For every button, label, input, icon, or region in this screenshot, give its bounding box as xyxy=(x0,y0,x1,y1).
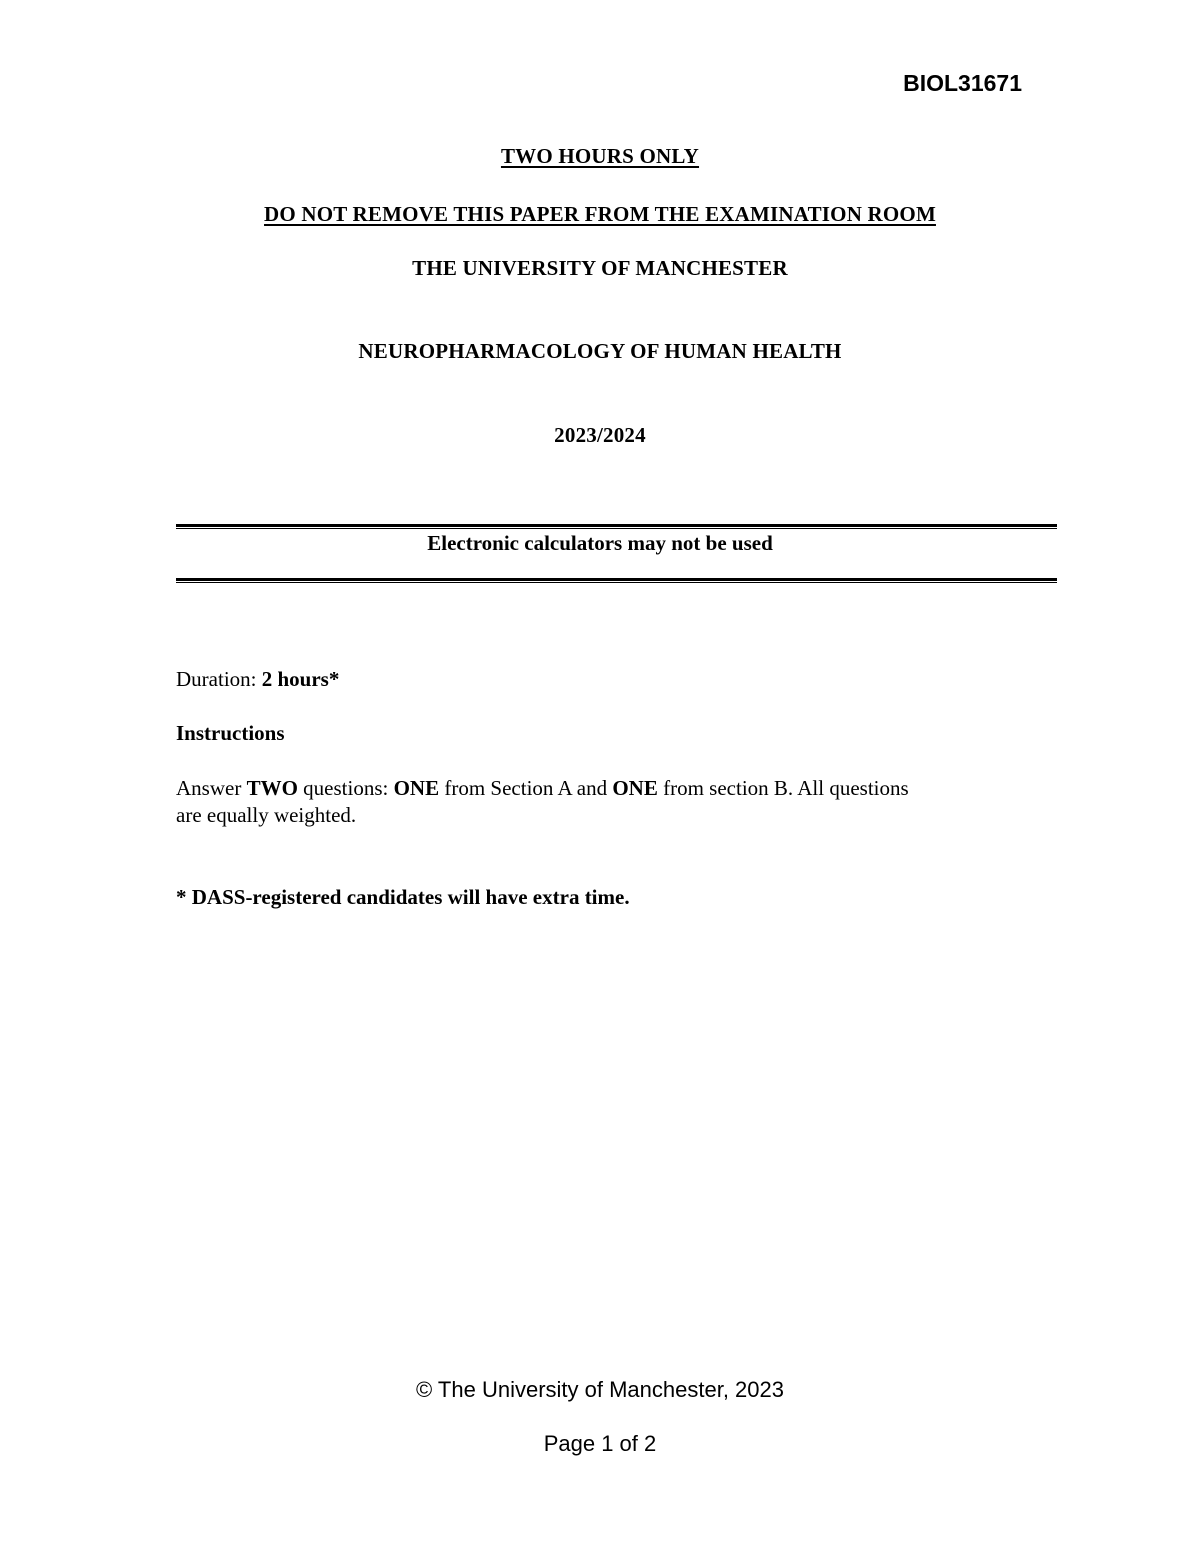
room-notice: DO NOT REMOVE THIS PAPER FROM THE EXAMINATION ROOM xyxy=(264,202,936,226)
academic-year: 2023/2024 xyxy=(554,423,646,447)
instr-one-b: ONE xyxy=(612,776,658,800)
page-number: Page 1 of 2 xyxy=(543,1431,657,1456)
university-name: THE UNIVERSITY OF MANCHESTER xyxy=(412,256,788,280)
course-title: NEUROPHARMACOLOGY OF HUMAN HEALTH xyxy=(358,339,842,363)
instructions-line-1 xyxy=(176,775,1036,802)
duration-line xyxy=(176,666,339,693)
instructions-paragraph xyxy=(176,775,1036,829)
instr-text-2: questions: xyxy=(297,776,394,800)
instr-text-3: from Section A and xyxy=(439,776,613,800)
instructions-line-2: are equally weighted. xyxy=(176,803,357,827)
dass-note: * DASS-registered candidates will have extra time. xyxy=(176,885,630,909)
copyright-footer: © The University of Manchester, 2023 xyxy=(416,1377,784,1402)
top-divider xyxy=(176,524,1057,529)
duration-heading: TWO HOURS ONLY xyxy=(500,144,700,168)
duration-value: 2 hours* xyxy=(261,667,340,691)
instr-two: TWO xyxy=(246,776,298,800)
instr-one-a: ONE xyxy=(393,776,440,800)
calculator-notice: Electronic calculators may not be used xyxy=(427,531,773,555)
instructions-heading: Instructions xyxy=(176,721,285,745)
duration-label: Duration: xyxy=(176,667,262,691)
course-code: BIOL31671 xyxy=(903,70,1022,96)
instr-text-4: from section B. All questions xyxy=(657,776,909,800)
instr-text-1: Answer xyxy=(176,776,247,800)
bottom-divider xyxy=(176,578,1057,583)
